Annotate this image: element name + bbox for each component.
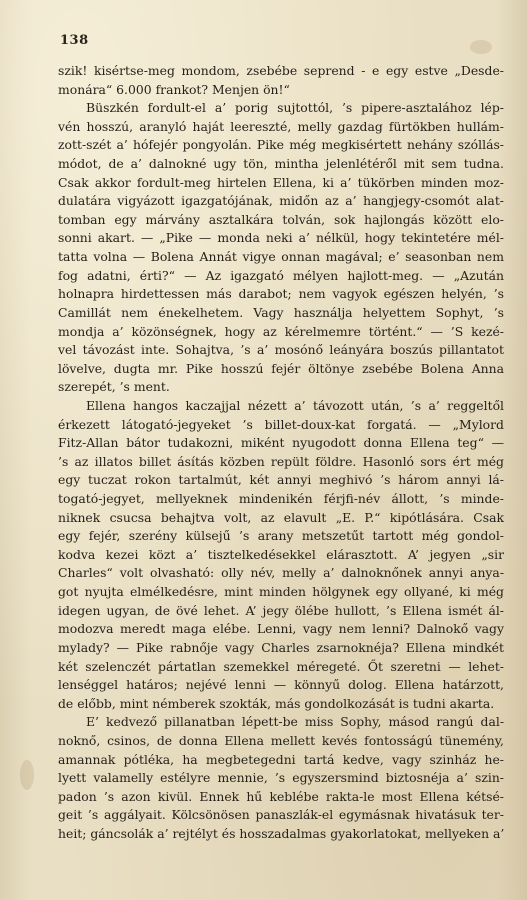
text-line: de előbb, mint némberek szokták, más gondolkozását is tudni akarta. <box>58 695 495 711</box>
text-line: ’s az illatos billet ásítás közben repült földre. Hasonló sors ért még <box>58 453 504 469</box>
text-line: mylady? — Pike rabnője vagy Charles zsarnoknéja? Ellena mindkét <box>58 639 504 655</box>
text-line: lenséggel határos; nejévé lenni — könnyű dolog. Ellena határzott, <box>58 677 504 693</box>
text-line: noknő, csinos, de donna Ellena mellett kevés fontosságú tünemény, <box>58 732 504 748</box>
text-line: fog adatni, érti?“ — Az igazgató mélyen hajlott-meg. — „Azután <box>58 267 504 283</box>
text-line: heit; gáncsolák a’ rejtélyt és hosszadalmas gyakorlatokat, mellyeken a’ <box>58 825 504 841</box>
text-line: modozva meredt maga elébe. Lenni, vagy nem lenni? Dalnokő vagy <box>58 621 504 637</box>
text-line: togató-jegyet, mellyeknek mindenikén férjfi-név állott, ’s minde- <box>58 491 504 507</box>
text-line: padon ’s azon kivül. Ennek hű keblébe rakta-le most Ellena kétsé- <box>58 788 504 804</box>
text-line: vel távozást inte. Sohajtva, ’s a’ mosónő leányára boszús pillantatot <box>58 342 504 358</box>
text-line: geit ’s aggályait. Kölcsönösen panaszlák-el egymásnak hivatásuk ter- <box>58 807 504 823</box>
paper-stain <box>20 760 34 790</box>
text-line: dulatára vigyázott igazgatójának, midőn az a’ hangjegy-csomót alat- <box>58 193 504 209</box>
text-line: mondja a’ közönségnek, hogy az kérelmemre történt.“ — ’S kezé- <box>58 323 504 339</box>
text-line: lövelve, dugta mr. Pike hosszú fejér öltönye zsebébe Bolena Anna <box>58 360 504 376</box>
text-line: egy tuczat rokon tartalmút, két annyi meghivó ’s három annyi lá- <box>58 472 504 488</box>
text-line: sonni akart. — „Pike — monda neki a’ nélkül, hogy tekintetére mél- <box>58 230 504 246</box>
text-line: E’ kedvező pillanatban lépett-be miss Sophy, másod rangú dal- <box>86 714 504 730</box>
text-line: Csak akkor fordult-meg hirtelen Ellena, ki a’ tükörben minden moz- <box>58 174 504 190</box>
text-line: módot, de a’ dalnokné ugy tön, mintha jelenlétéről mit sem tudna. <box>58 156 504 172</box>
text-line: vén hosszú, aranyló haját leereszté, melly gazdag fürtökben hullám- <box>58 118 504 134</box>
text-line: kodva kezei közt a’ tisztelkedésekkel elárasztott. A’ jegyen „sir <box>58 546 504 562</box>
text-line: egy fejér, szerény külsejű ’s arany metszetűt tartott még gondol- <box>58 528 504 544</box>
text-line: Ellena hangos kaczajjal nézett a’ távozott után, ’s a’ reggeltől <box>86 397 504 413</box>
text-line: got nyujta elmélkedésre, mint minden hölgynek egy ollyané, ki még <box>58 584 504 600</box>
text-line: monára“ 6.000 frankot? Menjen ön!“ <box>58 81 290 97</box>
text-line: szik! kisértse-meg mondom, zsebébe seprend - e egy estve „Desde- <box>58 63 504 78</box>
text-line: két szelenczét pártatlan szemekkel méregeté. Őt szeretni — lehet- <box>58 658 504 674</box>
text-line: Fitz-Allan bátor tudakozni, miként nyugodott donna Ellena teg“ — <box>58 435 504 451</box>
text-line: idegen ugyan, de övé lehet. A’ jegy ölébe hullott, ’s Ellena ismét ál- <box>58 602 504 618</box>
text-line: niknek csucsa behajtva volt, az elavult „E. P.“ kipótlására. Csak <box>58 509 504 525</box>
text-line: Camillát nem énekelhetem. Vagy használja helyettem Sophyt, ’s <box>58 304 504 320</box>
book-page <box>58 0 504 900</box>
text-line: holnapra hirdettessen más darabot; nem vagyok egészen helyén, ’s <box>58 286 504 302</box>
text-line: amannak pótléka, ha megbetegedni tartá kedve, vagy szinház he- <box>58 751 504 767</box>
text-line: Charles“ volt olvasható: olly név, melly a’ dalnoknőnek annyi anya- <box>58 565 504 581</box>
text-line: tatta volna — Bolena Annát vigye onnan magával; e’ seasonban nem <box>58 249 504 265</box>
text-line: Büszkén fordult-el a’ porig sujtottól, ’s pipere-asztalához lép- <box>86 100 504 116</box>
text-line: érkezett látogató-jegyeket ’s billet-doux-kat forgatá. — „Mylord <box>58 416 504 432</box>
text-line: lyett valamelly estélyre mennie, ’s egyszersmind biztosnéja a’ szin- <box>58 770 504 786</box>
text-line: tomban egy márvány asztalkára tolván, sok hajlongás között elo- <box>58 211 504 227</box>
text-line: szerepét, ’s ment. <box>58 379 170 395</box>
page-text <box>58 62 504 844</box>
text-line: zott-szét a’ hófejér pongyolán. Pike még megkisértett nehány szóllás- <box>58 137 504 153</box>
page-number: 138 <box>60 33 89 48</box>
